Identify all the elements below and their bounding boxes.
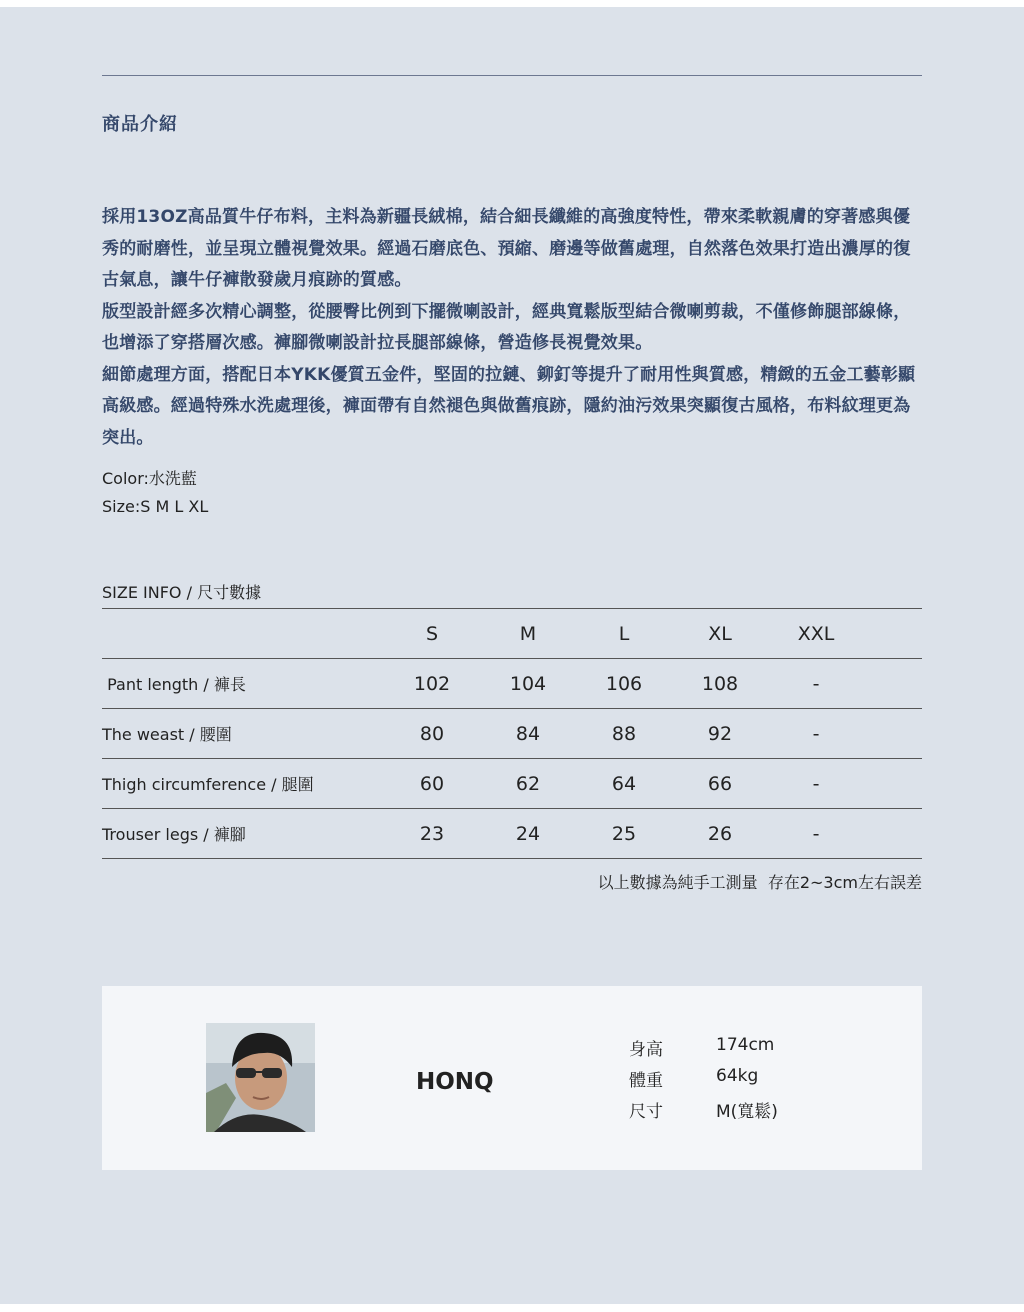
- section-title: 商品介紹: [102, 114, 178, 135]
- row-spacer: [864, 659, 922, 709]
- table-cell: 62: [480, 759, 576, 809]
- model-stats: [629, 1035, 778, 1128]
- model-avatar: [206, 1023, 315, 1132]
- stat-label: 體重: [629, 1071, 663, 1091]
- table-cell: -: [768, 709, 864, 759]
- product-meta: [102, 465, 208, 521]
- header-blank: [102, 609, 384, 659]
- column-header-xl: XL: [672, 609, 768, 659]
- stat-row-height: [629, 1035, 778, 1066]
- row-label: Thigh circumference / 腿圍: [102, 759, 384, 809]
- column-header-s: S: [384, 609, 480, 659]
- table-cell: 23: [384, 809, 480, 859]
- description-paragraph: 細節處理方面，搭配日本YKK優質五金件，堅固的拉鏈、鉚釘等提升了耐用性與質感，精緻的五金工藝彰顯高級感。經過特殊水洗處理後，褲面帶有自然褪色與做舊痕跡，隱約油污效果突顯復古風格，布料紋理更為突出。: [102, 364, 916, 448]
- table-header-row: [102, 609, 922, 659]
- table-row: [102, 709, 922, 759]
- column-header-xxl: XXL: [768, 609, 864, 659]
- table-cell: 92: [672, 709, 768, 759]
- stat-value: 64kg: [716, 1066, 759, 1086]
- stat-row-size: [629, 1097, 778, 1128]
- size-info-title: SIZE INFO / 尺寸數據: [102, 583, 262, 602]
- row-spacer: [864, 759, 922, 809]
- stat-label: 身高: [629, 1040, 663, 1060]
- table-cell: 60: [384, 759, 480, 809]
- color-line: Color:水洗藍: [102, 469, 197, 488]
- header-spacer: [864, 609, 922, 659]
- table-cell: 88: [576, 709, 672, 759]
- stat-label: 尺寸: [629, 1102, 663, 1122]
- model-card: [102, 986, 922, 1170]
- size-line: Size:S M L XL: [102, 497, 209, 516]
- table-cell: 84: [480, 709, 576, 759]
- table-cell: -: [768, 809, 864, 859]
- column-header-l: L: [576, 609, 672, 659]
- table-cell: 26: [672, 809, 768, 859]
- stat-value: 174cm: [716, 1035, 775, 1055]
- table-cell: -: [768, 759, 864, 809]
- row-spacer: [864, 709, 922, 759]
- table-cell: 104: [480, 659, 576, 709]
- stat-value: M(寬鬆): [716, 1102, 778, 1122]
- table-cell: 106: [576, 659, 672, 709]
- description-paragraph: 採用13OZ高品質牛仔布料，主料為新疆長絨棉，結合細長纖維的高強度特性，帶來柔軟親膚的穿著感與優秀的耐磨性，並呈現立體視覺效果。經過石磨底色、預縮、磨邊等做舊處理，自然落色效果打造出濃厚的復古氣息，讓牛仔褲散發歲月痕跡的質感。: [102, 207, 911, 290]
- row-label: Pant length / 褲長: [102, 659, 384, 709]
- measurement-note: 以上數據為純手工測量 存在2~3cm左右誤差: [597, 873, 922, 892]
- table-row: [102, 659, 922, 709]
- product-page: [0, 7, 1024, 1304]
- size-table: [102, 608, 922, 859]
- row-label: The weast / 腰圍: [102, 709, 384, 759]
- table-cell: 25: [576, 809, 672, 859]
- description-paragraph: 版型設計經多次精心調整，從腰臀比例到下擺微喇設計，經典寬鬆版型結合微喇剪裁，不僅修飾腿部線條，也增添了穿搭層次感。褲腳微喇設計拉長腿部線條，營造修長視覺效果。: [102, 301, 911, 353]
- table-row: [102, 809, 922, 859]
- stat-row-weight: [629, 1066, 778, 1097]
- column-header-m: M: [480, 609, 576, 659]
- table-cell: 64: [576, 759, 672, 809]
- table-cell: 80: [384, 709, 480, 759]
- row-spacer: [864, 809, 922, 859]
- table-cell: 102: [384, 659, 480, 709]
- table-cell: 108: [672, 659, 768, 709]
- table-row: [102, 759, 922, 809]
- divider: [102, 75, 922, 76]
- table-cell: -: [768, 659, 864, 709]
- table-cell: 66: [672, 759, 768, 809]
- product-description: [102, 202, 924, 454]
- model-name: HONQ: [416, 1069, 494, 1095]
- table-cell: 24: [480, 809, 576, 859]
- row-label: Trouser legs / 褲腳: [102, 809, 384, 859]
